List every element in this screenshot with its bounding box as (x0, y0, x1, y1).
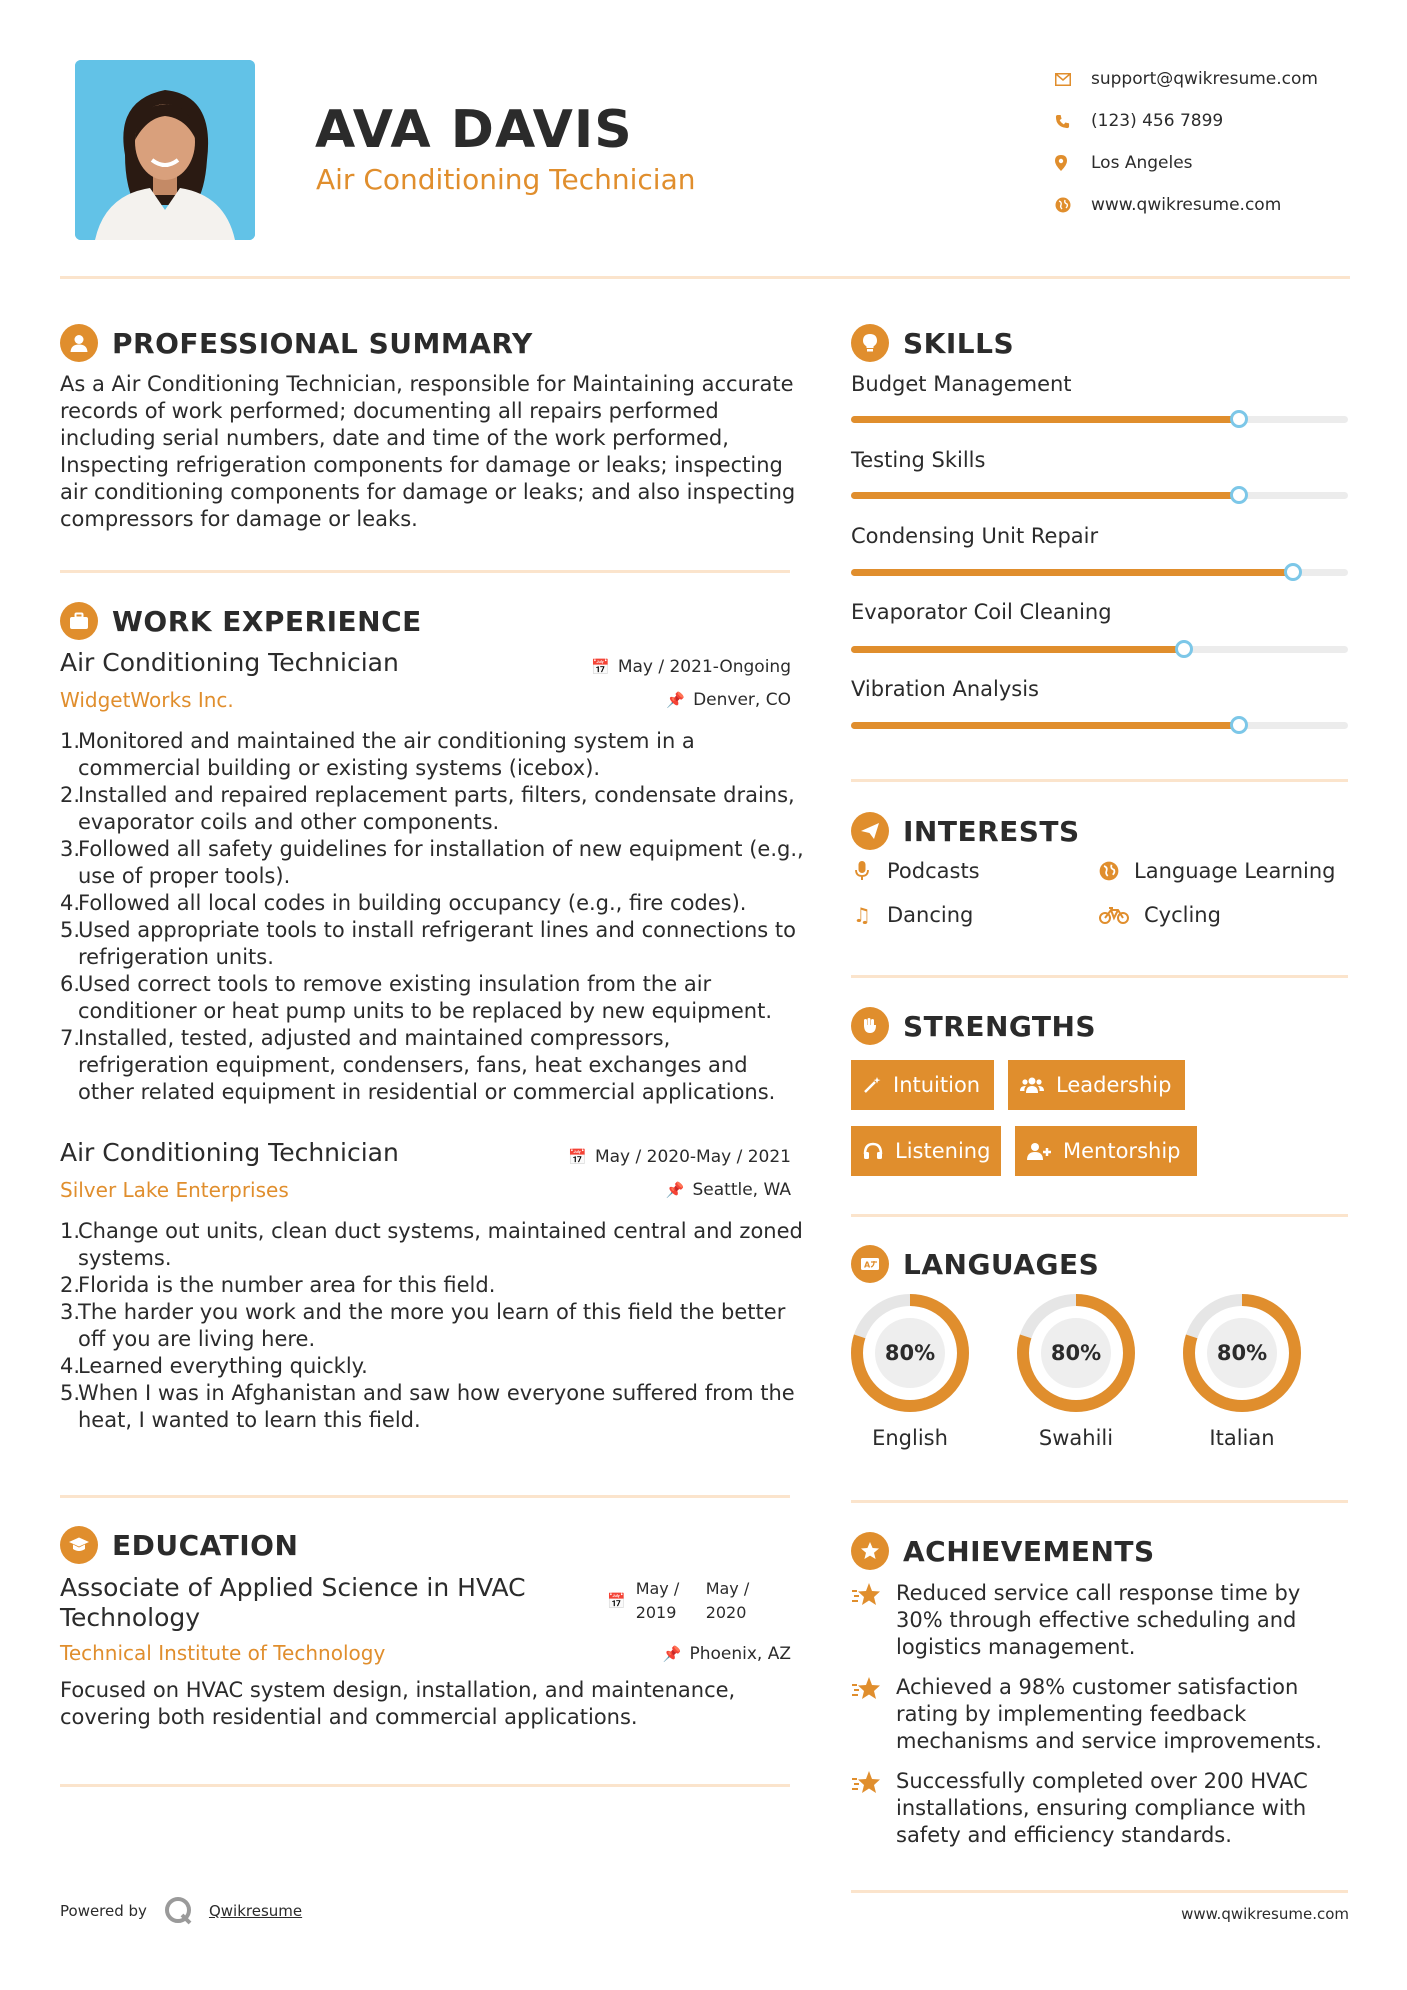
language-percent: 80% (1216, 1341, 1268, 1365)
education-description: Focused on HVAC system design, installation, and maintenance, covering both residential and commercial applications. (60, 1678, 736, 1729)
pushpin-icon: 📌 (665, 1181, 685, 1199)
language-ring (1181, 1292, 1303, 1414)
globe-icon (1055, 197, 1091, 213)
skills-divider (851, 779, 1348, 782)
list-item: 4. Followed all local codes in building occupancy (e.g., fire codes). (60, 891, 747, 915)
contact-website[interactable] (1055, 184, 1385, 226)
job-2-date (568, 1147, 791, 1167)
job-2-duties (60, 1218, 805, 1434)
star-icon (851, 1674, 896, 1755)
languages-divider (851, 1500, 1348, 1503)
language-item (1015, 1292, 1137, 1450)
star-icon (851, 1768, 896, 1849)
strength-badge: Leadership (1008, 1060, 1185, 1110)
skill-bar (851, 492, 1348, 499)
skill-label: Condensing Unit Repair (851, 524, 1099, 548)
strengths-title: STRENGTHS (903, 1009, 1097, 1043)
footer-powered-by (60, 1895, 302, 1927)
candidate-name: AVA DAVIS (315, 100, 633, 160)
education-end: May / 2020 (705, 1579, 750, 1622)
microphone-icon (851, 861, 873, 881)
skill-label: Evaporator Coil Cleaning (851, 600, 1112, 624)
job-2-location (666, 1180, 791, 1200)
list-item: 7. Installed, tested, adjusted and maintained compressors, refrigeration equipment, condensers, fans, heat exchanges and other related equipment in residential or commercial applications. (60, 1026, 776, 1104)
svg-text:A: A (864, 1260, 871, 1270)
education-location-text: Phoenix, AZ (689, 1644, 791, 1664)
skills-title: SKILLS (903, 326, 1015, 360)
language-percent: 80% (884, 1341, 936, 1365)
achievements-heading (851, 1532, 1155, 1570)
achievement-item: Achieved a 98% customer satisfaction rating by implementing feedback mechanisms and service improvements. (851, 1674, 1351, 1755)
paper-plane-icon (851, 812, 889, 850)
achievement-item: Reduced service call response time by 30% through effective scheduling and logistics management. (851, 1580, 1351, 1661)
list-item: 3. Followed all safety guidelines for installation of new equipment (e.g., use of proper tools). (60, 837, 804, 888)
map-pin-icon (1055, 155, 1091, 171)
education-date (607, 1577, 776, 1625)
experience-heading (60, 602, 422, 640)
user-icon (60, 324, 98, 362)
strengths-heading (851, 1007, 1096, 1045)
languages-heading (851, 1245, 1099, 1283)
header-divider (60, 276, 1350, 279)
skills-heading (851, 324, 1014, 362)
users-icon (1020, 1076, 1044, 1094)
job-2-title: Air Conditioning Technician (60, 1138, 399, 1167)
magic-wand-icon (863, 1076, 881, 1094)
job-1-title: Air Conditioning Technician (60, 648, 399, 677)
interest-item: Cycling (1098, 903, 1221, 927)
strength-badge: Listening (851, 1126, 1001, 1176)
contact-location (1055, 142, 1385, 184)
lightbulb-icon (851, 324, 889, 362)
headphones-icon (863, 1142, 883, 1160)
list-item: 4. Learned everything quickly. (60, 1354, 368, 1378)
interest-item: Language Learning (1098, 859, 1335, 883)
job-2-company: Silver Lake Enterprises (60, 1178, 289, 1202)
list-item: 3. The harder you work and the more you learn of this field the better off you are living here. (60, 1300, 786, 1351)
skill-bar (851, 646, 1348, 653)
list-item: 6. Used correct tools to remove existing insulation from the air conditioner or heat pump units to be replaced by new equipment. (60, 972, 773, 1023)
experience-divider (60, 1495, 790, 1498)
contact-phone[interactable] (1055, 100, 1385, 142)
education-heading (60, 1526, 298, 1564)
interest-item: ♫ Dancing (851, 903, 973, 927)
achievements-divider (851, 1890, 1348, 1893)
profile-photo (75, 60, 255, 240)
job-1-date (591, 657, 791, 677)
graduation-icon (60, 1526, 98, 1564)
education-school: Technical Institute of Technology (60, 1641, 386, 1665)
language-name: English (872, 1426, 948, 1450)
education-start: May / 2019 (635, 1579, 680, 1622)
contact-location-text: Los Angeles (1091, 153, 1193, 173)
skill-bar-fill (851, 416, 1239, 423)
candidate-title: Air Conditioning Technician (316, 163, 696, 196)
skill-label: Budget Management (851, 372, 1072, 396)
contact-email[interactable] (1055, 58, 1385, 100)
qwikresume-link[interactable]: Qwikresume (208, 1902, 303, 1920)
job-1-date-text: May / 2021-Ongoing (617, 657, 791, 677)
skill-bar (851, 416, 1348, 423)
contact-website-text: www.qwikresume.com (1091, 195, 1282, 215)
envelope-icon (1055, 73, 1091, 86)
language-ring (849, 1292, 971, 1414)
globe-icon (1098, 861, 1120, 881)
contact-email-text: support@qwikresume.com (1091, 69, 1318, 89)
music-note-icon: ♫ (853, 903, 871, 927)
calendar-icon: 📅 (591, 658, 610, 676)
list-item: 2. Florida is the number area for this field. (60, 1273, 496, 1297)
education-divider (60, 1784, 790, 1787)
education-title: EDUCATION (112, 1528, 299, 1562)
language-name: Italian (1209, 1426, 1275, 1450)
skill-bar-fill (851, 492, 1239, 499)
skill-label: Vibration Analysis (851, 677, 1039, 701)
job-1-company: WidgetWorks Inc. (60, 688, 234, 712)
footer-url[interactable]: www.qwikresume.com (1181, 1905, 1349, 1923)
interests-heading (851, 812, 1080, 850)
job-2-date-text: May / 2020-May / 2021 (594, 1147, 791, 1167)
list-item: 5. When I was in Afghanistan and saw how everyone suffered from the heat, I wanted to learn this field. (60, 1381, 795, 1432)
skill-bar-fill (851, 722, 1239, 729)
strength-badge: Intuition (851, 1060, 994, 1110)
summary-divider (60, 570, 790, 573)
skill-bar-fill (851, 569, 1293, 576)
skill-bar (851, 722, 1348, 729)
achievement-item: Successfully completed over 200 HVAC installations, ensuring compliance with safety and efficiency standards. (851, 1768, 1351, 1849)
qwikresume-logo-icon (163, 1895, 195, 1927)
pushpin-icon: 📌 (666, 691, 686, 709)
achievements-title: ACHIEVEMENTS (903, 1534, 1155, 1568)
calendar-icon: 📅 (568, 1148, 587, 1166)
summary-title: PROFESSIONAL SUMMARY (112, 326, 533, 360)
list-item: 2. Installed and repaired replacement parts, filters, condensate drains, evaporator coils and other components. (60, 783, 795, 834)
languages-title: LANGUAGES (903, 1247, 1100, 1281)
skill-bar-knob (1175, 640, 1193, 658)
contact-list (1055, 58, 1385, 226)
education-location (663, 1644, 791, 1664)
skill-bar-knob (1284, 563, 1302, 581)
interests-title: INTERESTS (903, 814, 1080, 848)
language-item (1181, 1292, 1303, 1450)
skill-bar (851, 569, 1348, 576)
job-2-location-text: Seattle, WA (692, 1180, 791, 1200)
summary-heading (60, 324, 533, 362)
job-1-duties (60, 728, 805, 1106)
strengths-divider (851, 1214, 1348, 1217)
job-1-location (666, 690, 791, 710)
summary-text: As a Air Conditioning Technician, responsible for Maintaining accurate records of work performed; documenting all repairs performed including serial numbers, date and time of the work performed, Inspecting refrigeration components for damage or leaks; inspecting air conditioning components for damage or leaks; and also inspecting compressors for damage or leaks. (60, 372, 796, 531)
phone-icon (1055, 114, 1091, 129)
job-1-location-text: Denver, CO (693, 690, 791, 710)
interest-item: Podcasts (851, 859, 980, 883)
language-name: Swahili (1038, 1426, 1114, 1450)
briefcase-icon (60, 602, 98, 640)
contact-phone-text: (123) 456 7899 (1091, 111, 1224, 131)
user-plus-icon (1027, 1142, 1051, 1160)
education-degree: Associate of Applied Science in HVAC Technology (60, 1573, 526, 1632)
language-percent: 80% (1050, 1341, 1102, 1365)
skill-label: Testing Skills (851, 448, 986, 472)
skill-bar-fill (851, 646, 1184, 653)
language-icon (851, 1245, 889, 1283)
language-item (849, 1292, 971, 1450)
skill-bar-knob (1230, 410, 1248, 428)
skill-bar-knob (1230, 486, 1248, 504)
star-icon (851, 1580, 896, 1661)
list-item: 5. Used appropriate tools to install refrigerant lines and connections to refrigeration units. (60, 918, 796, 969)
list-item: 1. Monitored and maintained the air conditioning system in a commercial building or existing systems (icebox). (60, 729, 695, 780)
pushpin-icon: 📌 (662, 1645, 682, 1663)
list-item: 1. Change out units, clean duct systems, maintained central and zoned systems. (60, 1219, 803, 1270)
language-ring (1015, 1292, 1137, 1414)
skill-bar-knob (1230, 716, 1248, 734)
interests-divider (851, 975, 1348, 978)
calendar-icon: 📅 (607, 1592, 626, 1610)
experience-title: WORK EXPERIENCE (112, 604, 422, 638)
fist-icon (851, 1007, 889, 1045)
star-badge-icon (851, 1532, 889, 1570)
bicycle-icon (1098, 906, 1130, 924)
strength-badge: Mentorship (1015, 1126, 1197, 1176)
powered-by-label: Powered by (60, 1902, 147, 1920)
